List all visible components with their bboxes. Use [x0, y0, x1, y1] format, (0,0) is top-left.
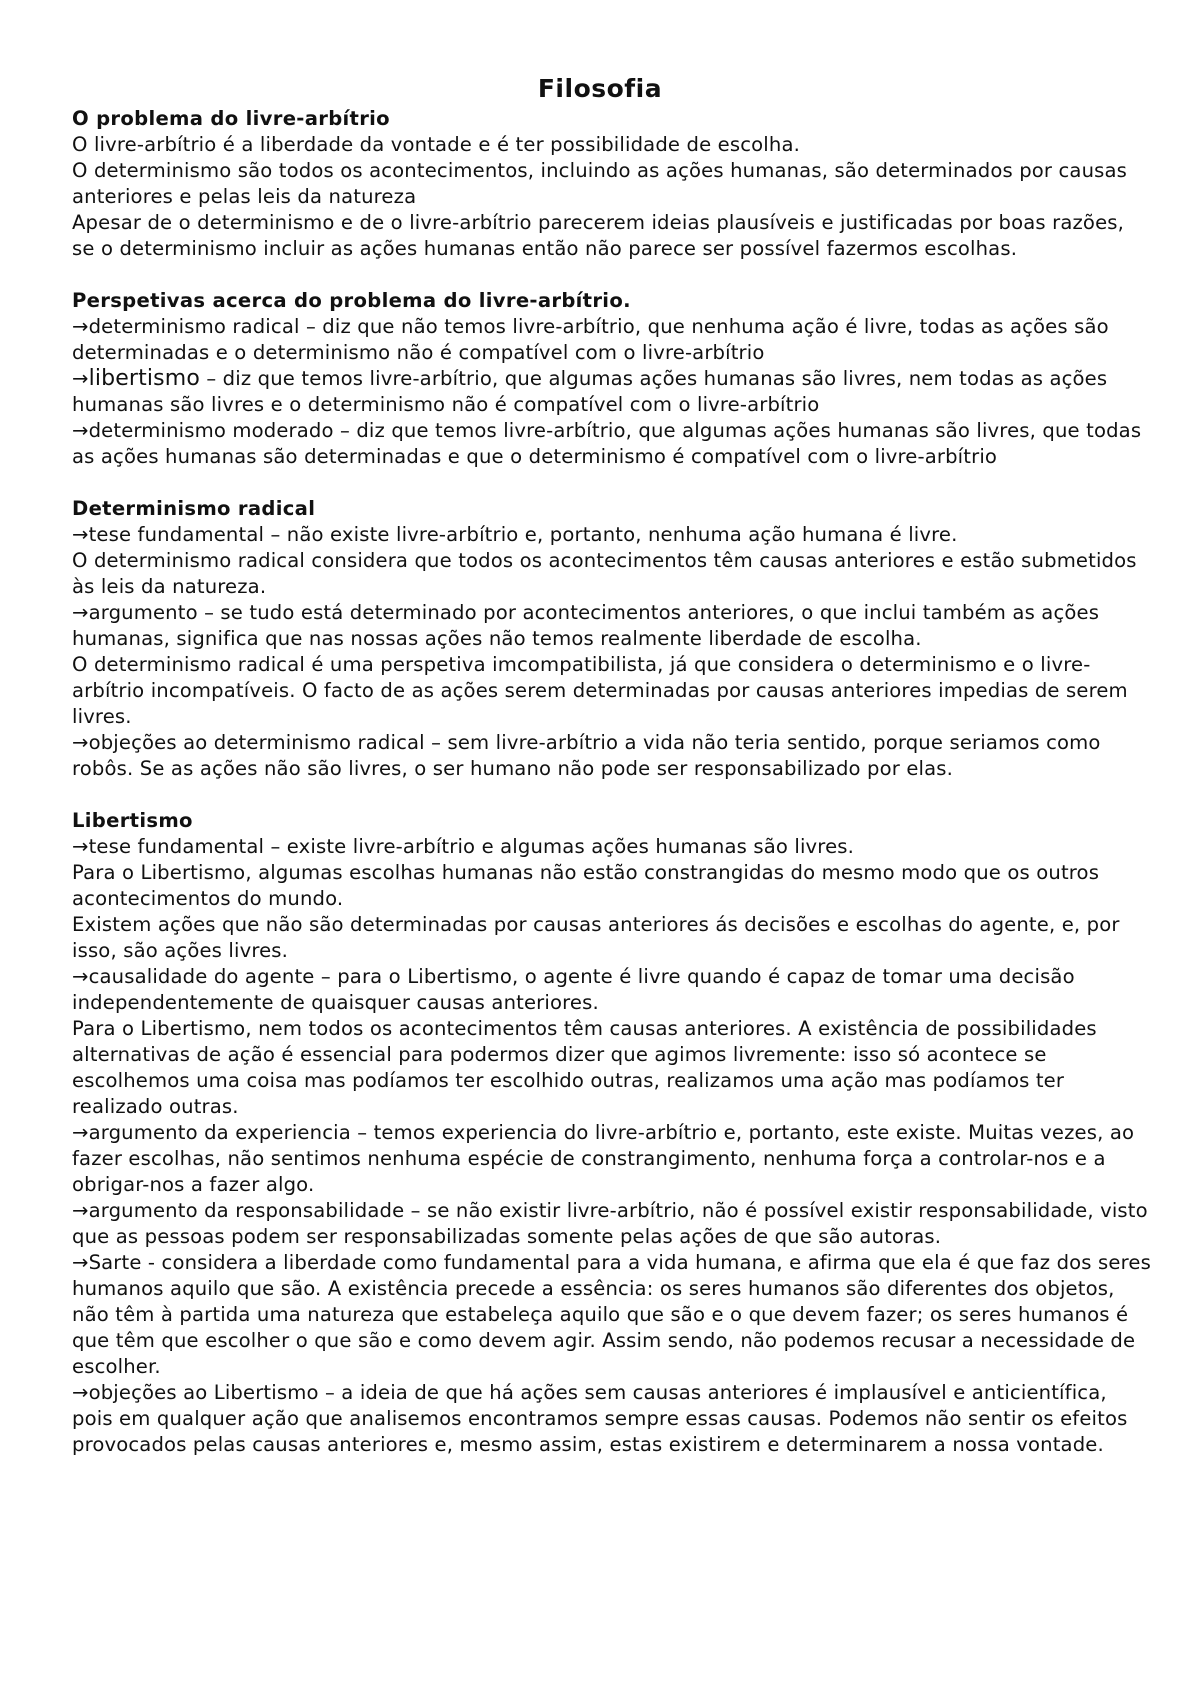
section-heading-libertismo: Libertismo: [72, 809, 193, 832]
paragraph: Existem ações que não são determinadas por causas anteriores ás decisões e escolhas do agente, e, por isso, são ações livres.: [72, 913, 1120, 962]
paragraph-spacer: [72, 262, 1152, 288]
paragraph-rest: – diz que temos livre-arbítrio, que algumas ações humanas são livres, nem todas as ações humanas são livres e o determinismo não é compatível com o livre-arbítrio: [72, 367, 1108, 416]
paragraph: O determinismo são todos os acontecimentos, incluindo as ações humanas, são determinados por causas anteriores e pelas leis da natureza: [72, 159, 1128, 208]
paragraph: O determinismo radical é uma perspetiva imcompatibilista, já que considera o determinismo e o livre-arbítrio incompatíveis. O facto de as ações serem determinadas por causas anteriores impedias de serem livres.: [72, 653, 1128, 728]
paragraph: O determinismo radical considera que todos os acontecimentos têm causas anteriores e estão submetidos às leis da natureza.: [72, 549, 1137, 598]
paragraph: →argumento da responsabilidade – se não existir livre-arbítrio, não é possível existir responsabilidade, visto que as pessoas podem ser responsabilizadas somente pelas ações de que são autoras.: [72, 1199, 1148, 1248]
arrow-prefix: →: [72, 367, 89, 390]
paragraph: →argumento da experiencia – temos experiencia do livre-arbítrio e, portanto, este existe. Muitas vezes, ao fazer escolhas, não sentimos nenhuma espécie de constrangimento, nenhuma força a controlar-nos e a obrigar-nos a fazer algo.: [72, 1121, 1135, 1196]
paragraph: →argumento – se tudo está determinado por acontecimentos anteriores, o que inclui também as ações humanas, significa que nas nossas ações não temos realmente liberdade de escolha.: [72, 601, 1100, 650]
section-heading-determinismo-radical: Determinismo radical: [72, 497, 316, 520]
paragraph: →Sarte - considera a liberdade como fundamental para a vida humana, e afirma que ela é que faz dos seres humanos aquilo que são. A existência precede a essência: os seres humanos são diferentes dos objetos, não têm à partida uma natureza que estabeleça aquilo que são e o que devem fazer; os seres humanos é que têm que escolher o que são e como devem agir. Assim sendo, não podemos recusar a necessidade de escolher.: [72, 1251, 1151, 1378]
libertismo-term: libertismo: [88, 366, 200, 391]
paragraph: →tese fundamental – existe livre-arbítrio e algumas ações humanas são livres.: [72, 835, 855, 858]
paragraph: →determinismo radical – diz que não temos livre-arbítrio, que nenhuma ação é livre, todas as ações são determinadas e o determinismo não é compatível com o livre-arbítrio: [72, 315, 1109, 364]
paragraph-libertismo: [72, 366, 1152, 418]
paragraph: →tese fundamental – não existe livre-arbítrio e, portanto, nenhuma ação humana é livre.: [72, 523, 958, 546]
section-heading-livre-arbitrio: O problema do livre-arbítrio: [72, 107, 390, 130]
document-body: [72, 106, 1152, 1458]
paragraph: Para o Libertismo, algumas escolhas humanas não estão constrangidas do mesmo modo que os outros acontecimentos do mundo.: [72, 861, 1100, 910]
paragraph: Apesar de o determinismo e de o livre-arbítrio parecerem ideias plausíveis e justificadas por boas razões, se o determinismo incluir as ações humanas então não parece ser possível fazermos escolhas.: [72, 211, 1125, 260]
paragraph: →objeções ao determinismo radical – sem livre-arbítrio a vida não teria sentido, porque seriamos como robôs. Se as ações não são livres, o ser humano não pode ser responsabilizado por elas.: [72, 731, 1101, 780]
paragraph: →objeções ao Libertismo – a ideia de que há ações sem causas anteriores é implausível e anticientífica, pois em qualquer ação que analisemos encontramos sempre essas causas. Podemos não sentir os efeitos provocados pelas causas anteriores e, mesmo assim, estas existirem e determinarem a nossa vontade.: [72, 1381, 1128, 1456]
paragraph-spacer: [72, 782, 1152, 808]
section-heading-perspetivas: Perspetivas acerca do problema do livre-arbítrio.: [72, 289, 631, 312]
paragraph: →determinismo moderado – diz que temos livre-arbítrio, que algumas ações humanas são livres, que todas as ações humanas são determinadas e que o determinismo é compatível com o livre-arbítrio: [72, 419, 1142, 468]
paragraph: Para o Libertismo, nem todos os acontecimentos têm causas anteriores. A existência de possibilidades alternativas de ação é essencial para podermos dizer que agimos livremente: isso só acontece se escolhemos uma coisa mas podíamos ter escolhido outras, realizamos uma ação mas podíamos ter realizado outras.: [72, 1017, 1097, 1118]
paragraph: →causalidade do agente – para o Libertismo, o agente é livre quando é capaz de tomar uma decisão independentemente de quaisquer causas anteriores.: [72, 965, 1075, 1014]
paragraph: O livre-arbítrio é a liberdade da vontade e é ter possibilidade de escolha.: [72, 133, 800, 156]
paragraph-spacer: [72, 470, 1152, 496]
document-title: Filosofia: [537, 74, 663, 103]
